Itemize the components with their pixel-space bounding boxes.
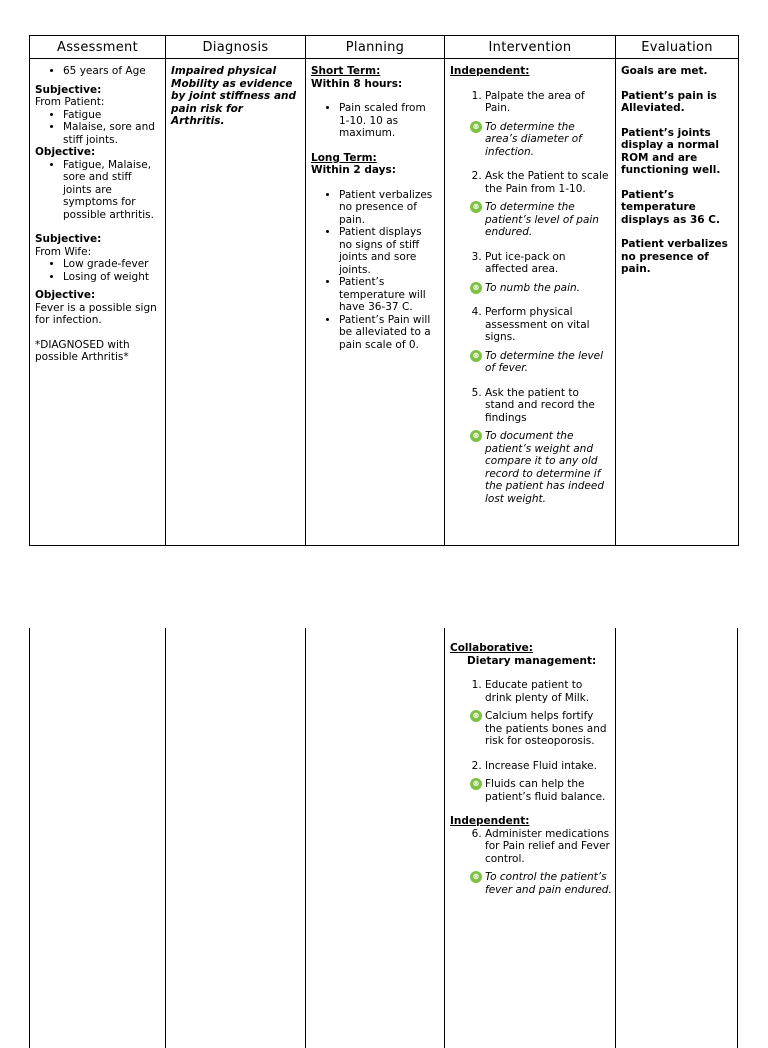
care-plan-table <box>29 35 739 546</box>
intervention-step: 6. Administer medications for Pain relief and Fever control. <box>485 828 612 866</box>
evaluation-item: Patient’s joints display a normal ROM and are functioning well. <box>621 126 721 176</box>
rationale-icon: ⊗ <box>470 350 482 362</box>
list-item: • Low grade-fever <box>63 258 159 271</box>
short-term-within: Within 8 hours: <box>311 77 403 90</box>
rationale: ⊗ To control the patient’s fever and pain endured. <box>450 871 612 896</box>
intervention-continuation <box>445 636 618 896</box>
rationale-icon: ⊗ <box>470 201 482 213</box>
column-line <box>29 628 30 1048</box>
header-evaluation: Evaluation <box>616 36 739 59</box>
list-item: • Patient’s temperature will have 36-37 C. <box>339 276 438 314</box>
evaluation-item: Patient’s pain is Alleviated. <box>621 89 717 114</box>
intervention-step: 1. Palpate the area of Pain. <box>485 90 609 115</box>
header-assessment: Assessment <box>30 36 166 59</box>
intervention-step: 2. Ask the Patient to scale the Pain from 1-10. <box>485 170 609 195</box>
list-item: • Patient displays no signs of stiff joints and sore joints. <box>339 226 438 276</box>
intervention-step: 1. Educate patient to drink plenty of Milk. <box>485 679 612 704</box>
intervention-step: 3. Put ice-pack on affected area. <box>485 251 609 276</box>
independent-label: Independent: <box>450 65 530 77</box>
assessment-cell <box>30 59 166 546</box>
age-item: • 65 years of Age <box>63 65 159 78</box>
rationale: ⊗ To document the patient’s weight and compare it to any old record to determine if the patient has indeed lost weight. <box>450 430 609 505</box>
short-term-label: Short Term: <box>311 65 381 77</box>
diagnosis-text: Impaired physical Mobility as evidence by joint stiffness and pain risk for Arthritis. <box>171 65 297 127</box>
header-planning: Planning <box>306 36 445 59</box>
intervention-step: 2. Increase Fluid intake. <box>485 760 612 773</box>
list-item: • Fatigue, Malaise, sore and stiff joints are symptoms for possible arthritis. <box>63 159 159 222</box>
evaluation-item: Goals are met. <box>621 65 708 77</box>
column-line <box>737 628 738 1048</box>
content-row <box>30 59 739 546</box>
intervention-step: 5. Ask the patient to stand and record the findings <box>485 387 609 425</box>
evaluation-item: Patient’s temperature displays as 36 C. <box>621 188 720 226</box>
list-item: • Fatigue <box>63 109 159 122</box>
rationale-icon: ⊗ <box>470 778 482 790</box>
rationale-icon: ⊗ <box>470 282 482 294</box>
header-row <box>30 36 739 59</box>
rationale-icon: ⊗ <box>470 710 482 722</box>
collaborative-label: Collaborative: <box>450 642 533 654</box>
planning-cell <box>306 59 445 546</box>
from-patient-label: From Patient: <box>35 96 105 108</box>
care-plan-continuation <box>29 628 738 1048</box>
independent-label: Independent: <box>450 815 530 827</box>
from-wife-label: From Wife: <box>35 245 92 258</box>
long-term-within: Within 2 days: <box>311 164 396 176</box>
rationale: ⊗ To numb the pain. <box>450 282 609 295</box>
long-term-label: Long Term: <box>311 151 377 164</box>
rationale: ⊗ To determine the patient’s level of pain endured. <box>450 201 609 239</box>
evaluation-item: Patient verbalizes no presence of pain. <box>621 238 728 275</box>
column-line <box>165 628 166 1048</box>
objective-text: Fever is a possible sign for infection. <box>35 301 157 326</box>
subjective-label: Subjective: <box>35 233 102 245</box>
intervention-step: 4. Perform physical assessment on vital signs. <box>485 306 609 344</box>
rationale: ⊗ To determine the level of fever. <box>450 350 609 375</box>
column-line <box>305 628 306 1048</box>
objective-label: Objective: <box>35 289 96 301</box>
subjective-label: Subjective: <box>35 83 102 96</box>
diagnosed-note: *DIAGNOSED with possible Arthritis* <box>35 338 130 363</box>
rationale: ⊗ Calcium helps fortify the patients bones and risk for osteoporosis. <box>450 710 612 748</box>
objective-label: Objective: <box>35 146 96 158</box>
dietary-label: Dietary management: <box>467 654 597 667</box>
diagnosis-cell <box>166 59 306 546</box>
rationale-icon: ⊗ <box>470 121 482 133</box>
list-item: • Patient verbalizes no presence of pain. <box>339 189 438 227</box>
rationale: ⊗ Fluids can help the patient’s fluid balance. <box>450 778 612 803</box>
rationale: ⊗ To determine the area’s diameter of infection. <box>450 121 609 159</box>
list-item: • Pain scaled from 1-10. 10 as maximum. <box>339 102 438 140</box>
header-diagnosis: Diagnosis <box>166 36 306 59</box>
list-item: • Patient’s Pain will be alleviated to a pain scale of 0. <box>339 314 438 352</box>
rationale-icon: ⊗ <box>470 430 482 442</box>
evaluation-cell <box>616 59 739 546</box>
intervention-cell <box>445 59 616 546</box>
list-item: • Malaise, sore and stiff joints. <box>63 121 159 146</box>
rationale-icon: ⊗ <box>470 871 482 883</box>
header-intervention: Intervention <box>445 36 616 59</box>
list-item: • Losing of weight <box>63 271 159 284</box>
